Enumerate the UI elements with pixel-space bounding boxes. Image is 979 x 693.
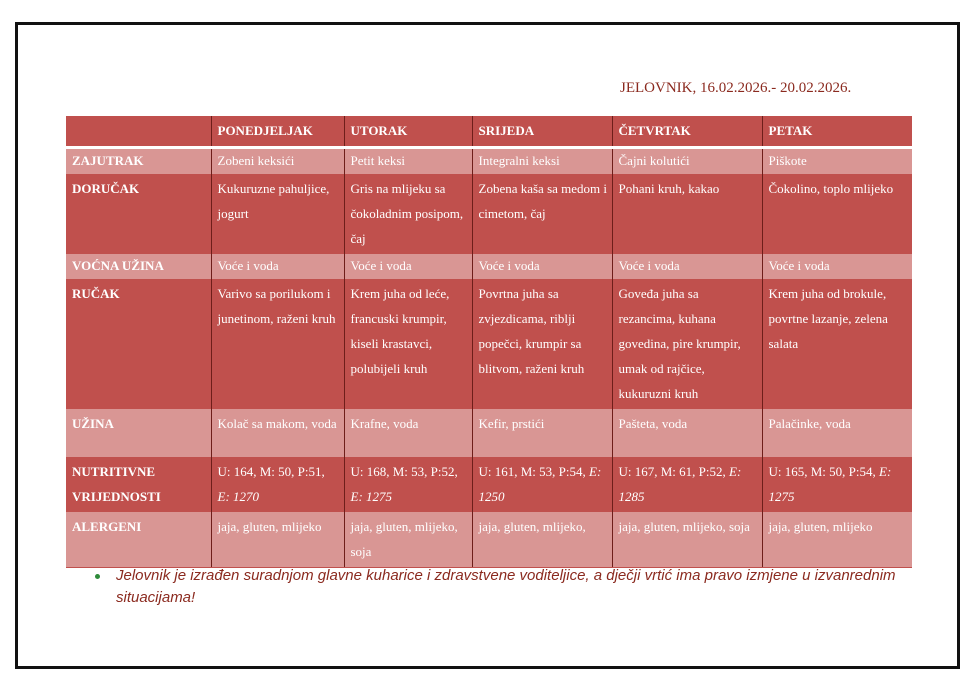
menu-cell: Goveđa juha sa rezancima, kuhana govedina, pire krumpir, umak od rajčice, kukuruzni kruh bbox=[612, 279, 762, 409]
row-label-line2: VRIJEDNOSTI bbox=[72, 489, 161, 504]
menu-cell: Kefir, prstići bbox=[472, 409, 612, 457]
nutrition-main: U: 165, M: 50, P:54, bbox=[768, 464, 876, 479]
row-dorucak bbox=[66, 174, 912, 254]
menu-cell: Varivo sa porilukom i junetinom, raženi kruh bbox=[211, 279, 344, 409]
row-label: RUČAK bbox=[66, 279, 211, 409]
allergen-cell: jaja, gluten, mlijeko bbox=[211, 512, 344, 568]
row-label: ZAJUTRAK bbox=[66, 148, 211, 175]
menu-cell: Krem juha od leće, francuski krumpir, kiseli krastavci, polubijeli kruh bbox=[344, 279, 472, 409]
menu-cell: Krem juha od brokule, povrtne lazanje, zelena salata bbox=[762, 279, 912, 409]
menu-cell: Povrtna juha sa zvjezdicama, riblji popečci, krumpir sa blitvom, raženi kruh bbox=[472, 279, 612, 409]
nutrition-cell bbox=[762, 457, 912, 512]
menu-cell: Čajni kolutići bbox=[612, 148, 762, 175]
header-row bbox=[66, 116, 912, 148]
row-uzina bbox=[66, 409, 912, 457]
energy-value: E: 1285 bbox=[618, 464, 742, 504]
row-vocna-uzina bbox=[66, 254, 912, 279]
row-label-line1: NUTRITIVNE bbox=[72, 464, 156, 479]
allergen-cell: jaja, gluten, mlijeko, soja bbox=[612, 512, 762, 568]
nutrition-main: U: 161, M: 53, P:54, bbox=[478, 464, 586, 479]
menu-cell: Voće i voda bbox=[472, 254, 612, 279]
bullet-icon bbox=[95, 574, 100, 579]
header-empty bbox=[66, 116, 211, 148]
menu-title: JELOVNIK, 16.02.2026.- 20.02.2026. bbox=[620, 80, 852, 96]
row-zajutrak bbox=[66, 148, 912, 175]
energy-value: E: 1275 bbox=[350, 489, 393, 504]
menu-cell: Kukuruzne pahuljice, jogurt bbox=[211, 174, 344, 254]
row-label bbox=[66, 457, 211, 512]
header-tuesday: UTORAK bbox=[344, 116, 472, 148]
energy-value: E: 1250 bbox=[478, 464, 602, 504]
allergen-cell: jaja, gluten, mlijeko bbox=[762, 512, 912, 568]
header-wednesday: SRIJEDA bbox=[472, 116, 612, 148]
menu-cell: Voće i voda bbox=[211, 254, 344, 279]
header-thursday: ČETVRTAK bbox=[612, 116, 762, 148]
menu-cell: Voće i voda bbox=[612, 254, 762, 279]
menu-cell: Krafne, voda bbox=[344, 409, 472, 457]
row-label: ALERGENI bbox=[66, 512, 211, 568]
menu-cell: Pohani kruh, kakao bbox=[612, 174, 762, 254]
header-friday: PETAK bbox=[762, 116, 912, 148]
menu-cell: Zobena kaša sa medom i cimetom, čaj bbox=[472, 174, 612, 254]
menu-cell: Piškote bbox=[762, 148, 912, 175]
menu-cell: Gris na mlijeku sa čokoladnim posipom, čaj bbox=[344, 174, 472, 254]
nutrition-cell bbox=[211, 457, 344, 512]
menu-cell: Čokolino, toplo mlijeko bbox=[762, 174, 912, 254]
allergen-cell: jaja, gluten, mlijeko, bbox=[472, 512, 612, 568]
nutrition-main: U: 168, M: 53, P:52, bbox=[350, 464, 458, 479]
nutrition-main: U: 164, M: 50, P:51, bbox=[217, 464, 325, 479]
row-alergeni bbox=[66, 512, 912, 568]
menu-cell: Pašteta, voda bbox=[612, 409, 762, 457]
footnote: Jelovnik je izrađen suradnjom glavne kuharice i zdravstvene voditeljice, a dječji vrtić ima pravo izmjene u izvanrednim situacijama! bbox=[116, 567, 896, 606]
energy-value: E: 1270 bbox=[217, 489, 260, 504]
row-label: UŽINA bbox=[66, 409, 211, 457]
menu-cell: Kolač sa makom, voda bbox=[211, 409, 344, 457]
nutrition-cell bbox=[472, 457, 612, 512]
menu-cell: Integralni keksi bbox=[472, 148, 612, 175]
row-label: DORUČAK bbox=[66, 174, 211, 254]
row-nutritivne bbox=[66, 457, 912, 512]
nutrition-main: U: 167, M: 61, P:52, bbox=[618, 464, 726, 479]
nutrition-cell bbox=[612, 457, 762, 512]
row-rucak bbox=[66, 279, 912, 409]
header-monday: PONEDJELJAK bbox=[211, 116, 344, 148]
menu-cell: Voće i voda bbox=[344, 254, 472, 279]
nutrition-cell bbox=[344, 457, 472, 512]
menu-cell: Petit keksi bbox=[344, 148, 472, 175]
menu-cell: Palačinke, voda bbox=[762, 409, 912, 457]
allergen-cell: jaja, gluten, mlijeko, soja bbox=[344, 512, 472, 568]
row-label: VOĆNA UŽINA bbox=[66, 254, 211, 279]
energy-value: E: 1275 bbox=[768, 464, 892, 504]
menu-table bbox=[66, 116, 912, 568]
menu-cell: Zobeni keksići bbox=[211, 148, 344, 175]
menu-cell: Voće i voda bbox=[762, 254, 912, 279]
